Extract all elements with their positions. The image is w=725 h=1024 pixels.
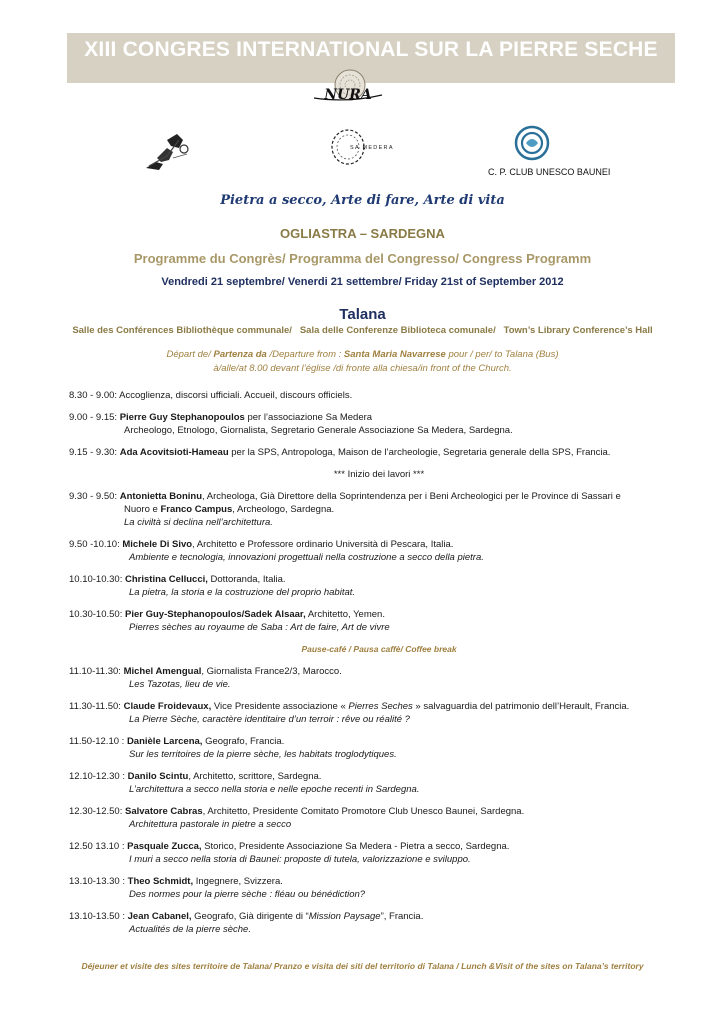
- schedule-entry: [69, 608, 689, 634]
- talk-title: I muri a secco nella storia di Baunei: proposte di tutela, valorizzazione e sviluppo.: [129, 854, 471, 865]
- tagline: Pietra a secco, Arte di fare, Arte di vita: [220, 193, 505, 208]
- departure-text-a: Départ de/: [166, 349, 214, 360]
- speaker-role: , Architetto, scrittore, Sardegna.: [188, 771, 322, 782]
- schedule: [69, 389, 689, 945]
- entry-line: [69, 446, 689, 459]
- lunch-and-visit-note: Déjeuner et visite des sites territoire de Talana/ Pranzo e visita dei siti del territorio di Talana / Lunch &Visit of the sites on Talana’s territory: [81, 961, 644, 971]
- schedule-entry: [69, 389, 689, 402]
- speaker-name: Pierre Guy Stephanopoulos: [119, 412, 245, 423]
- entry-line: [69, 665, 689, 678]
- session-start-label: *** Inizio dei lavori ***: [333, 469, 425, 480]
- talk-title: La pietra, la storia e la costruzione del proprio habitat.: [129, 587, 356, 598]
- talk-title: La civiltà si declina nell’architettura.: [124, 517, 273, 528]
- entry-line: [69, 573, 689, 586]
- speaker-role: , Giornalista France2/3, Marocco.: [201, 666, 342, 677]
- talk-title: Pierres sèches au royaume de Saba : Art de faire, Art de vivre: [129, 622, 390, 633]
- entry-line: [69, 910, 689, 923]
- nora-logo-text: NURA: [324, 87, 372, 103]
- schedule-entry: [69, 840, 689, 866]
- speaker-name: Pasquale Zucca,: [127, 841, 202, 852]
- coffee-break-label: Pause-café / Pausa caffè/ Coffee break: [301, 644, 457, 654]
- entry-line: [69, 770, 689, 783]
- speaker-name: Theo Schmidt,: [127, 876, 194, 887]
- unesco-club-logo: [514, 125, 550, 161]
- entry-time: 10.30-10.50:: [69, 609, 125, 620]
- speaker-name: Ada Acovitsioti-Hameau: [119, 447, 229, 458]
- left-emblem-logo: [143, 128, 199, 173]
- entry-line: [69, 805, 689, 818]
- speaker-role: per l’associazione Sa Medera: [244, 412, 373, 423]
- entry-time: 12.10-12.30 :: [69, 771, 128, 782]
- speaker-name: Michele Di Sivo: [122, 539, 193, 550]
- nora-logo: [308, 68, 388, 108]
- town-heading: Talana: [339, 306, 386, 323]
- departure-text-b: Partenza da: [213, 349, 267, 360]
- talk-title: Actualités de la pierre sèche.: [129, 924, 251, 935]
- entry-time: 10.10-10.30:: [69, 574, 125, 585]
- entry-line: [69, 411, 689, 424]
- speaker-role: , Archeologa, Già Direttore della Soprintendenza per i Beni Archeologici per le Province di Sassari e: [202, 491, 621, 502]
- speaker-name: Franco Campus: [160, 504, 233, 515]
- association-name: Pierres Seches: [348, 701, 413, 712]
- departure-time-line: à/alle/at 8.00 devant l’église /di fronte alla chiesa/in front of the Church.: [213, 363, 512, 374]
- programme-heading: Programme du Congrès/ Programma del Congresso/ Congress Programm: [133, 251, 592, 266]
- venue-line: Salle des Conférences Bibliothèque communale/ Sala delle Conferenze Biblioteca comunale/ Town’s Library Conference’s Hall: [72, 325, 653, 336]
- talk-title: L’architettura a secco nella storia e nelle epoche recenti in Sardegna.: [129, 784, 420, 795]
- entry-line: [69, 608, 689, 621]
- speaker-name: Michel Amengual: [123, 666, 202, 677]
- entry-time: 9.30 - 9.50:: [69, 491, 120, 502]
- speaker-name: Christina Cellucci,: [125, 574, 208, 585]
- speaker-role: , Architetto, Presidente Comitato Promotore Club Unesco Baunei, Sardegna.: [202, 806, 525, 817]
- talk-title: Sur les territoires de la pierre sèche, les habitats troglodytiques.: [129, 749, 397, 760]
- entry-text: 8.30 - 9.00: Accoglienza, discorsi ufficiali. Accueil, discours officiels.: [69, 390, 353, 401]
- speaker-role: Vice Presidente associazione «: [211, 701, 349, 712]
- speaker-role: Geografo, Francia.: [202, 736, 285, 747]
- schedule-entry: [69, 573, 689, 599]
- schedule-entry: [69, 875, 689, 901]
- talk-title: La Pierre Sèche, caractère identitaire d’un terroir : rêve ou réalité ?: [129, 714, 410, 725]
- entry-line: [69, 735, 689, 748]
- speaker-role: Geografo, Già dirigente di “: [191, 911, 309, 922]
- organisation-name: Mission Paysage: [308, 911, 381, 922]
- congress-title: XIII CONGRES INTERNATIONAL SUR LA PIERRE SECHE: [84, 38, 658, 61]
- speaker-role: » salvaguardia del patrimonio dell’Herault, Francia.: [412, 701, 630, 712]
- schedule-entry: [69, 910, 689, 936]
- entry-line: [69, 700, 689, 713]
- speaker-role: Nuoro e: [124, 504, 161, 515]
- speaker-name: Danilo Scintu: [127, 771, 189, 782]
- departure-line: [0, 349, 725, 360]
- entry-time: 9.50 -10.10:: [69, 539, 123, 550]
- schedule-entry: [69, 490, 689, 529]
- speaker-name: Jean Cabanel,: [127, 911, 192, 922]
- schedule-entry: [69, 700, 689, 726]
- departure-text-c: /Departure from :: [266, 349, 344, 360]
- speaker-role: ”, Francia.: [380, 911, 424, 922]
- entry-time: 11.50-12.10 :: [69, 736, 127, 747]
- talk-title: Architettura pastorale in pietre a secco: [129, 819, 292, 830]
- talk-title: Les Tazotas, lieu de vie.: [129, 679, 231, 690]
- entry-time: 12.50 13.10 :: [69, 841, 128, 852]
- schedule-entry: [69, 805, 689, 831]
- speaker-name: Antonietta Boninu: [119, 491, 203, 502]
- entry-time: 11.30-11.50:: [69, 701, 124, 712]
- talk-title: Ambiente e tecnologia, innovazioni progettuali nella costruzione a secco della pietra.: [129, 552, 484, 563]
- speaker-name: Pier Guy-Stephanopoulos/Sadek Alsaar,: [125, 609, 306, 620]
- event-date: Vendredi 21 septembre/ Venerdi 21 settembre/ Friday 21st of September 2012: [161, 276, 564, 288]
- entry-line: [69, 840, 689, 853]
- speaker-details: Archeologo, Etnologo, Giornalista, Segretario Generale Associazione Sa Medera, Sardegna.: [124, 425, 513, 436]
- entry-time: 13.10-13.30 :: [69, 876, 128, 887]
- entry-line: [69, 875, 689, 888]
- entry-time: 9.15 - 9.30:: [69, 447, 120, 458]
- schedule-entry: [69, 770, 689, 796]
- speaker-name: Danièle Larcena,: [126, 736, 203, 747]
- departure-place: Santa Maria Navarrese: [343, 349, 446, 360]
- schedule-entry: [69, 411, 689, 437]
- speaker-name: Claude Froidevaux,: [123, 701, 212, 712]
- speaker-role: Dottoranda, Italia.: [207, 574, 286, 585]
- speaker-role: , Archeologo, Sardegna.: [232, 504, 335, 515]
- entry-line: [69, 538, 689, 551]
- speaker-role: Storico, Presidente Associazione Sa Medera - Pietra a secco, Sardegna.: [201, 841, 510, 852]
- schedule-entry: [69, 735, 689, 761]
- speaker-role: Architetto, Yemen.: [305, 609, 385, 620]
- talk-title: Des normes pour la pierre sèche : fléau ou bénédiction?: [129, 889, 366, 900]
- entry-time: 13.10-13.50 :: [69, 911, 128, 922]
- speaker-role: , Architetto e Professore ordinario Università di Pescara, Italia.: [192, 539, 454, 550]
- unesco-club-label: C. P. CLUB UNESCO BAUNEI: [488, 167, 611, 177]
- schedule-entry: [69, 665, 689, 691]
- region-heading: OGLIASTRA – SARDEGNA: [280, 226, 445, 241]
- entry-time: 11.10-11.30:: [69, 666, 124, 677]
- entry-line: [69, 490, 689, 503]
- entry-line: [69, 503, 689, 516]
- departure-text-e: pour / per/ to Talana (Bus): [445, 349, 559, 360]
- sa-medera-logo-text: SA MEDERA: [350, 145, 394, 151]
- schedule-entry: [69, 538, 689, 564]
- speaker-role: per la SPS, Antropologa, Maison de l’archeologie, Segretaria generale della SPS, Francia.: [228, 447, 611, 458]
- sa-medera-logo: [329, 127, 395, 167]
- speaker-name: Salvatore Cabras: [125, 806, 203, 817]
- entry-time: 9.00 - 9.15:: [69, 412, 120, 423]
- schedule-entry: [69, 446, 689, 459]
- speaker-role: Ingegnere, Svizzera.: [193, 876, 283, 887]
- entry-time: 12.30-12.50:: [69, 806, 125, 817]
